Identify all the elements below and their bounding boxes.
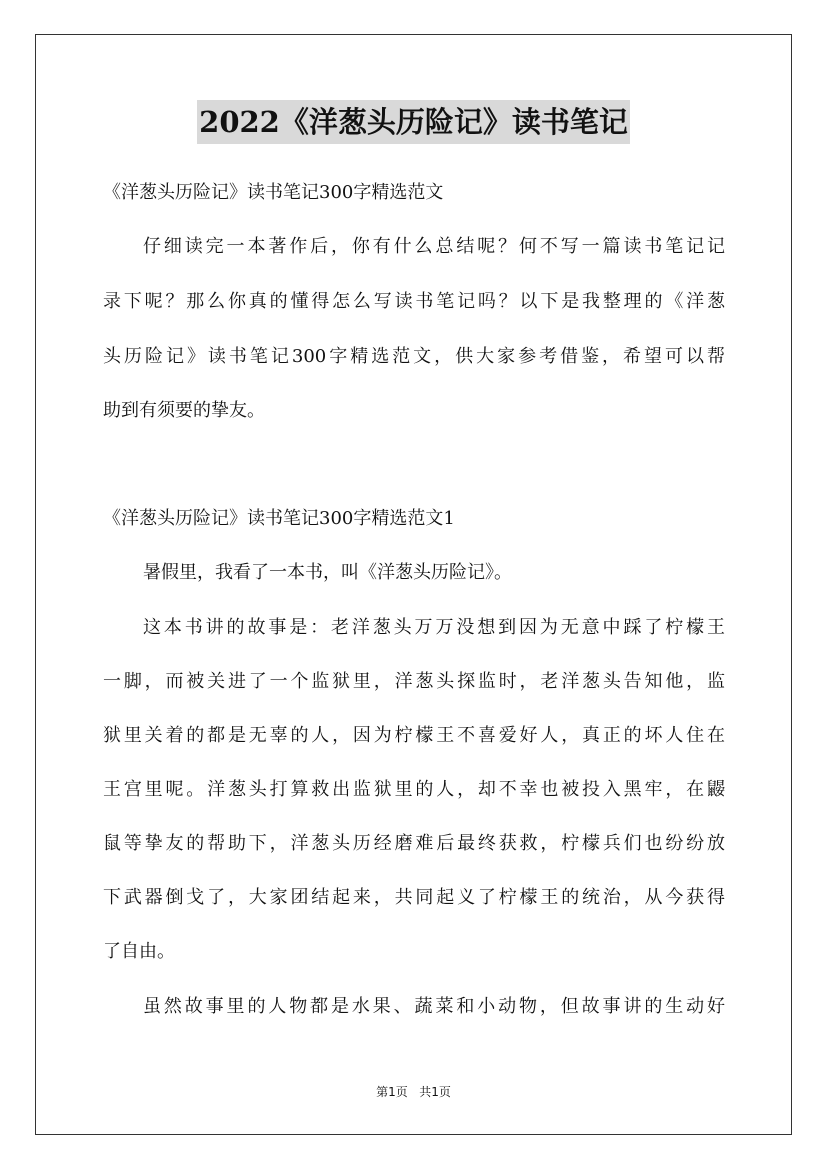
title-container xyxy=(0,100,827,144)
paragraph-line: 下武器倒戈了，大家团结起来，共同起义了柠檬王的统治，从今获得 xyxy=(103,887,725,908)
section-heading: 《洋葱头历险记》读书笔记300字精选范文1 xyxy=(103,508,455,529)
paragraph-line: 录下呢？那么你真的懂得怎么写读书笔记吗？以下是我整理的《洋葱 xyxy=(103,291,725,312)
paragraph-line: 狱里关着的都是无辜的人，因为柠檬王不喜爱好人，真正的坏人住在 xyxy=(103,725,725,746)
document-title: 2022《洋葱头历险记》读书笔记 xyxy=(197,100,630,144)
paragraph-line: 助到有须要的挚友。 xyxy=(103,400,265,421)
paragraph-line: 仔细读完一本著作后，你有什么总结呢？何不写一篇读书笔记记 xyxy=(143,236,725,257)
paragraph-line: 鼠等挚友的帮助下，洋葱头历经磨难后最终获救，柠檬兵们也纷纷放 xyxy=(103,833,725,854)
paragraph-line: 暑假里，我看了一本书，叫《洋葱头历险记》。 xyxy=(143,562,512,583)
page-number: 第1页 xyxy=(376,1085,408,1099)
paragraph-line: 了自由。 xyxy=(103,941,175,962)
page-footer xyxy=(0,1085,827,1099)
paragraph-line: 虽然故事里的人物都是水果、蔬菜和小动物，但故事讲的生动好 xyxy=(143,996,725,1017)
paragraph-line: 头历险记》读书笔记300字精选范文，供大家参考借鉴，希望可以帮 xyxy=(103,346,725,367)
page-total: 共1页 xyxy=(419,1085,451,1099)
paragraph-line: 这本书讲的故事是：老洋葱头万万没想到因为无意中踩了柠檬王 xyxy=(143,617,725,638)
subtitle-line: 《洋葱头历险记》读书笔记300字精选范文 xyxy=(103,182,444,203)
paragraph-line: 一脚，而被关进了一个监狱里，洋葱头探监时，老洋葱头告知他，监 xyxy=(103,671,725,692)
paragraph-line: 王宫里呢。洋葱头打算救出监狱里的人，却不幸也被投入黑牢，在鼹 xyxy=(103,779,725,800)
